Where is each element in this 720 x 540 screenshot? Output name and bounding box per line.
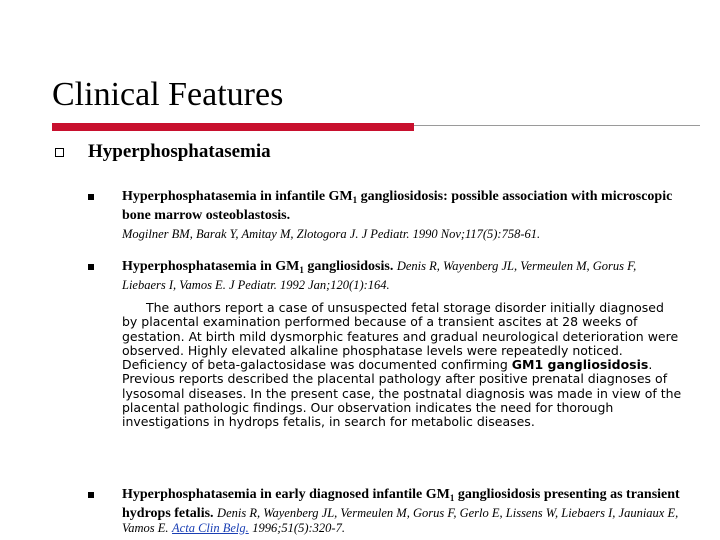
citation-volume: 1996;51(5):320-7. [252,521,345,535]
journal-link[interactable]: Acta Clin Belg. [172,521,249,535]
slide-title: Clinical Features [52,76,284,113]
reference-citation: Denis R, Wayenberg JL, Vermeulen M, Gorus F, Liebaers I, Vamos E. J Pediatr. 1992 Jan;120(1):164. [122,259,637,292]
reference-title: Hyperphosphatasemia in infantile $GM_1$ gangliosidosis: possible association with microscopic bone marrow osteoblastosis. [122,189,673,223]
reference-item-1 [122,189,682,242]
filled-square-bullet-icon [88,194,94,200]
filled-square-bullet-icon [88,264,94,270]
title-accent-bar [52,123,414,131]
reference-citation: Mogilner BM, Barak Y, Amitay M, Zlotogora J. J Pediatr. 1990 Nov;117(5):758-61. [122,227,541,241]
abstract-text: The authors report a case of unsuspected fetal storage disorder initially diagnosed by placental examination performed because of a transient ascites at 28 weeks of gestation. At birth mild dysmorphic features and gradual neurological deterioration were observed. Highly elevated alkaline phosphatase levels were repeatedly noticed. Deficiency of beta-galactosidase was documented confirming GM1 gangliosidosis. Previous reports described the placental pathology after positive prenatal diagnoses of lysosomal diseases. In the present case, the postnatal diagnosis was made in view of the placental pathologic findings. Our observation indicates the need for thorough investigations in hydrops fetalis, in search for metabolic diseases. [122,300,682,430]
topic-heading: Hyperphosphatasemia [88,141,271,162]
reference-citation: Denis R, Wayenberg JL, Vermeulen M, Gorus F, Gerlo E, Lissens W, Liebaers I, Jauniaux E, Vamos E. [122,506,679,535]
square-bullet-icon [55,148,64,157]
reference-item-3 [122,487,682,536]
reference-title: Hyperphosphatasemia in $GM_1$ gangliosidosis. Denis R, Wayenberg JL, Vermeulen M, Gorus F, Liebaers I, Vamos E. J Pediatr. 1992 Jan;120(1):164. [122,259,637,292]
reference-title: Hyperphosphatasemia in early diagnosed infantile $GM_1$ gangliosidosis presenting as transient hydrops fetalis. Denis R, Wayenberg JL, Vermeulen M, Gorus F, Gerlo E, Lissens W, Liebaers I, Jauniaux E, Vamos E. Acta Clin Belg. 1996;51(5):320-7. [122,487,680,535]
reference-item-2 [122,259,682,430]
filled-square-bullet-icon [88,492,94,498]
